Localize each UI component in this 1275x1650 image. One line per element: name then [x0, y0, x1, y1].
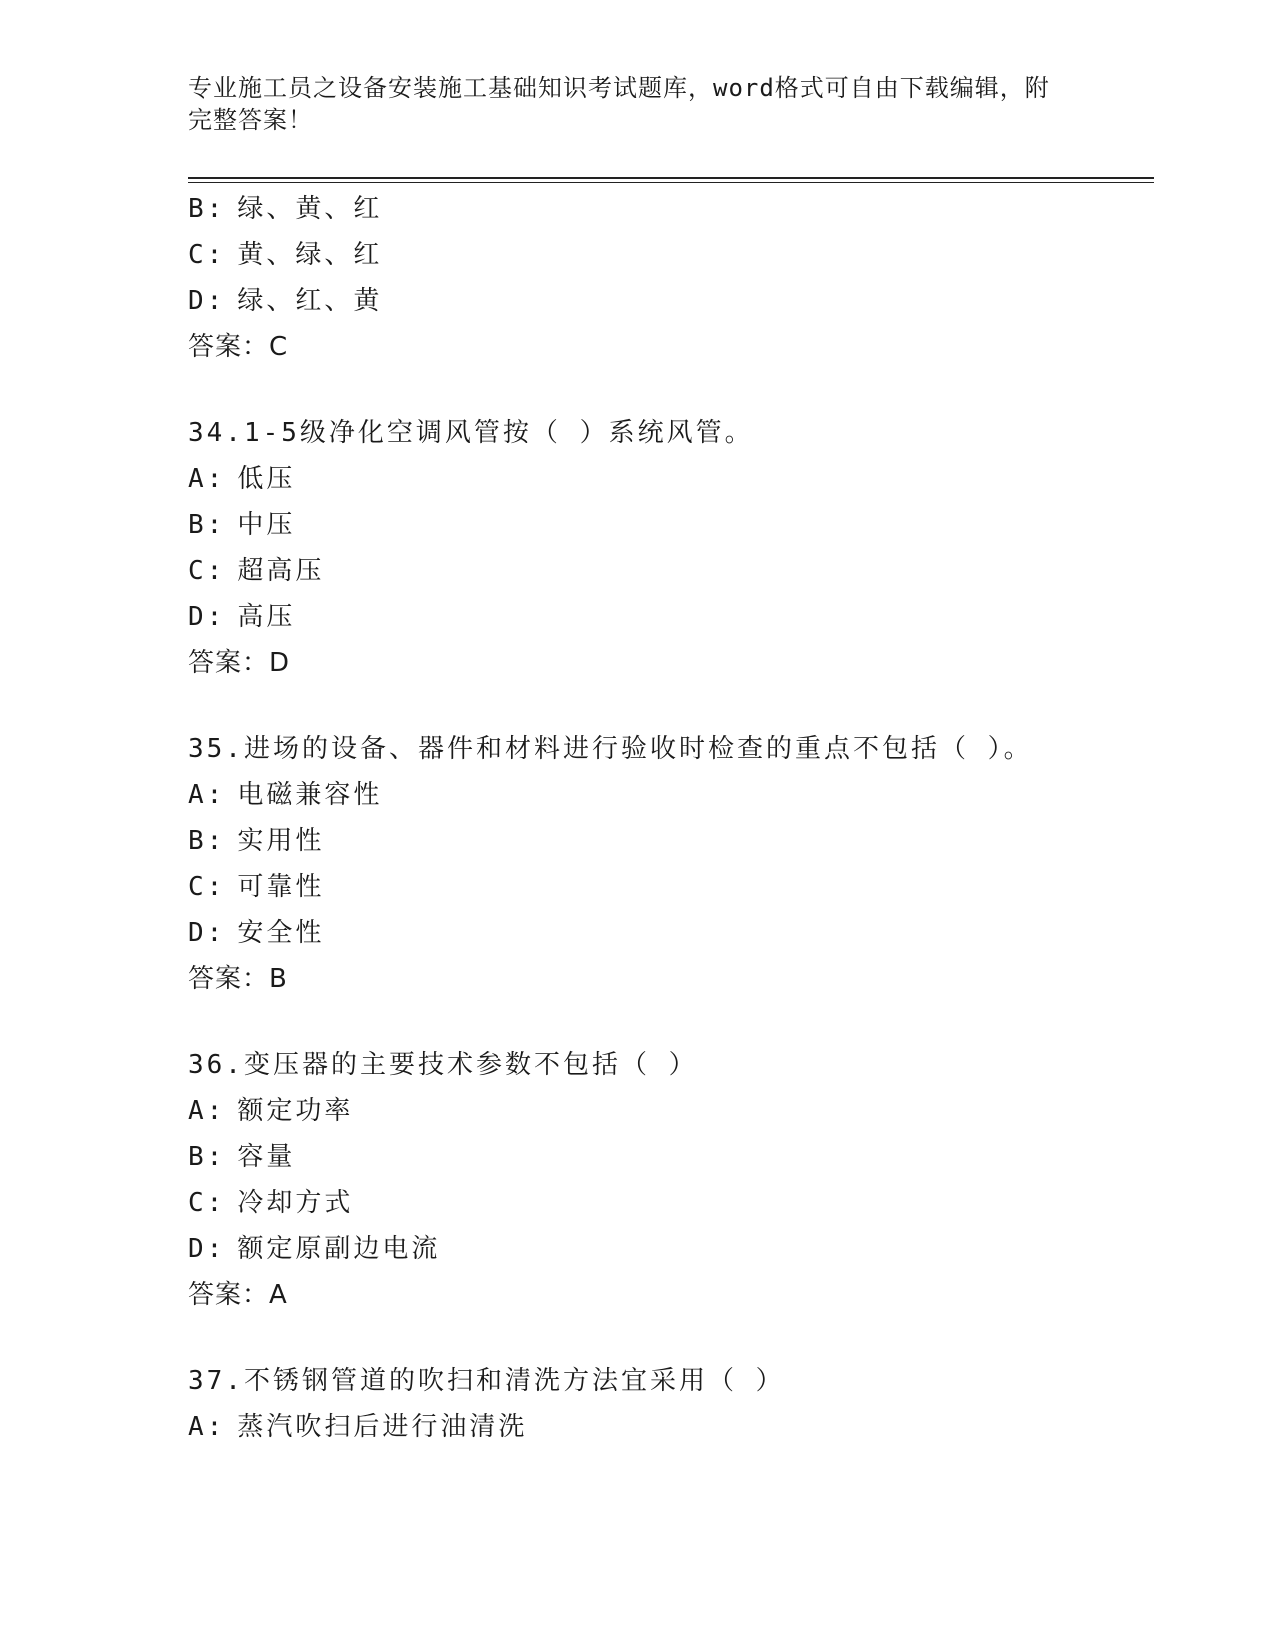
- option-b: [188, 502, 1168, 548]
- option-d: [188, 910, 1168, 956]
- option-b: [188, 818, 1168, 864]
- question-stem: 35.进场的设备、器件和材料进行验收时检查的重点不包括（ ）。: [188, 734, 1033, 764]
- option-letter: B:: [188, 194, 226, 224]
- option-c: [188, 1180, 1168, 1226]
- question-continued: [188, 186, 1168, 370]
- header-rule-thin: [188, 182, 1154, 183]
- option-text: 黄、绿、红: [237, 240, 383, 270]
- option-text: 绿、黄、红: [237, 194, 383, 224]
- option-text: 额定原副边电流: [237, 1234, 441, 1264]
- header-rule-thick: [188, 177, 1154, 179]
- option-text: 可靠性: [237, 872, 325, 902]
- option-text: 高压: [237, 602, 296, 632]
- option-a: [188, 772, 1168, 818]
- option-text: 低压: [237, 464, 296, 494]
- option-b: [188, 186, 1168, 232]
- option-text: 中压: [237, 510, 296, 540]
- option-letter: A:: [188, 464, 226, 494]
- option-text: 冷却方式: [237, 1188, 354, 1218]
- option-d: [188, 278, 1168, 324]
- option-letter: C:: [188, 1188, 226, 1218]
- option-text: 绿、红、黄: [237, 286, 383, 316]
- option-c: [188, 864, 1168, 910]
- option-c: [188, 232, 1168, 278]
- option-d: [188, 594, 1168, 640]
- option-letter: C:: [188, 872, 226, 902]
- answer-line: 答案：B: [188, 964, 288, 994]
- option-text: 安全性: [237, 918, 325, 948]
- option-letter: A:: [188, 1412, 226, 1442]
- option-a: [188, 456, 1168, 502]
- option-a: [188, 1088, 1168, 1134]
- option-letter: A:: [188, 780, 226, 810]
- answer-line: 答案：C: [188, 332, 289, 362]
- option-letter: D:: [188, 286, 226, 316]
- question-36: [188, 1042, 1168, 1318]
- option-letter: D:: [188, 1234, 226, 1264]
- question-stem: 37.不锈钢管道的吹扫和清洗方法宜采用（ ）: [188, 1366, 785, 1396]
- option-letter: C:: [188, 556, 226, 586]
- option-letter: B:: [188, 510, 226, 540]
- option-c: [188, 548, 1168, 594]
- question-37: [188, 1358, 1168, 1450]
- option-letter: D:: [188, 602, 226, 632]
- option-b: [188, 1134, 1168, 1180]
- document-header: 专业施工员之设备安装施工基础知识考试题库，word格式可自由下载编辑，附完整答案！: [188, 74, 1050, 134]
- option-text: 超高压: [237, 556, 325, 586]
- option-d: [188, 1226, 1168, 1272]
- option-text: 实用性: [237, 826, 325, 856]
- question-34: [188, 410, 1168, 686]
- option-text: 电磁兼容性: [237, 780, 383, 810]
- question-35: [188, 726, 1168, 1002]
- option-letter: C:: [188, 240, 226, 270]
- option-a: [188, 1404, 1168, 1450]
- question-stem: 34.1-5级净化空调风管按（ ）系统风管。: [188, 418, 754, 448]
- option-letter: A:: [188, 1096, 226, 1126]
- question-stem: 36.变压器的主要技术参数不包括（ ）: [188, 1050, 698, 1080]
- option-letter: B:: [188, 1142, 226, 1172]
- answer-line: 答案：A: [188, 1280, 288, 1310]
- option-text: 容量: [237, 1142, 296, 1172]
- option-letter: B:: [188, 826, 226, 856]
- answer-line: 答案：D: [188, 648, 291, 678]
- question-list: [188, 186, 1168, 1450]
- option-text: 额定功率: [237, 1096, 354, 1126]
- option-letter: D:: [188, 918, 226, 948]
- option-text: 蒸汽吹扫后进行油清洗: [237, 1412, 528, 1442]
